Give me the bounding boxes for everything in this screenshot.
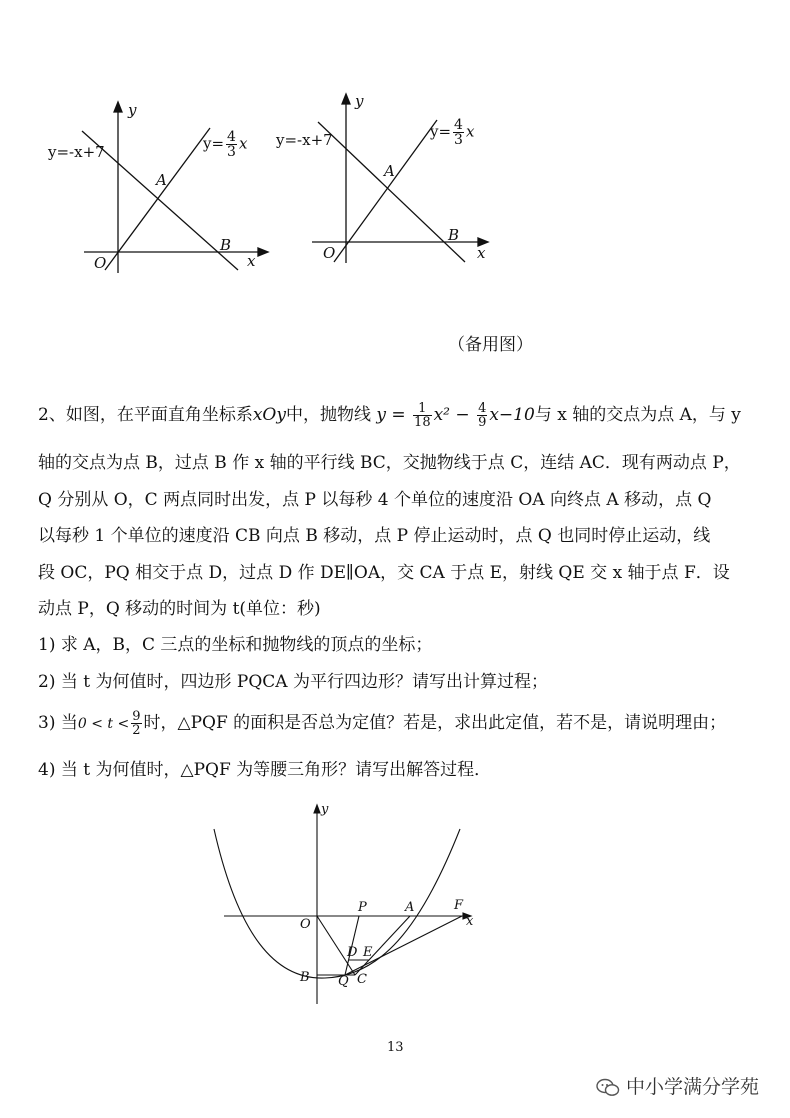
fig2-y-axis-label: y bbox=[355, 92, 364, 110]
fig1-point-b: B bbox=[220, 236, 232, 254]
equation-tail: x−10 bbox=[489, 405, 535, 425]
fig3-x-axis-label: x bbox=[466, 914, 474, 929]
question-2: 2) 当 t 为何值时，四边形 PQCA 为平行四边形？请写出计算过程； bbox=[38, 672, 548, 692]
fig2-x-axis-label: x bbox=[477, 244, 486, 262]
y-axis-arrow bbox=[314, 805, 320, 813]
wechat-icon bbox=[596, 1078, 620, 1098]
fig1-line2-prefix: y= bbox=[203, 134, 225, 153]
question-3-prefix: 3) 当 bbox=[38, 713, 78, 733]
problem-line-6: 动点 P，Q 移动的时间为 t(单位：秒) bbox=[38, 599, 321, 619]
problem-intro-b: xOy bbox=[252, 405, 286, 425]
line-y-four-thirds-x bbox=[105, 128, 210, 270]
equation-frac2-num: 4 bbox=[478, 401, 487, 416]
problem-intro-c: 中，抛物线 bbox=[285, 405, 371, 425]
y-axis-arrow bbox=[342, 94, 350, 104]
watermark bbox=[596, 1072, 759, 1099]
backup-figure-caption: （备用图） bbox=[448, 335, 533, 355]
equation-frac2-den: 9 bbox=[478, 415, 487, 430]
fig1-origin-label: O bbox=[94, 254, 107, 272]
watermark-text: 中小学满分学苑 bbox=[626, 1076, 760, 1098]
fig3-label-f: F bbox=[454, 898, 464, 913]
fig2-line2-num: 4 bbox=[454, 117, 463, 133]
fig1-point-a: A bbox=[156, 171, 167, 189]
fig3-label-b: B bbox=[300, 970, 310, 985]
fig2-line2-var: x bbox=[465, 122, 475, 141]
question-3-inequality: 0 < t < bbox=[77, 716, 130, 732]
fig3-label-a: A bbox=[405, 900, 415, 915]
fig1-line2-var: x bbox=[238, 134, 248, 153]
fig1-y-axis-label: y bbox=[128, 101, 137, 119]
fig3-y-axis-label: y bbox=[321, 802, 329, 817]
question-3-frac-den: 2 bbox=[132, 723, 141, 738]
equation-x2: x² − bbox=[433, 405, 470, 425]
equation-y: y bbox=[376, 405, 386, 425]
figure-left bbox=[82, 102, 268, 273]
fig1-line2-den: 3 bbox=[227, 144, 236, 160]
problem-intro-a: 2、如图，在平面直角坐标系 bbox=[38, 405, 253, 425]
problem-line-4: 以每秒 1 个单位的速度沿 CB 向点 B 移动，点 P 停止运动时，点 Q 也同时停止运动，线 bbox=[38, 526, 711, 546]
question-3 bbox=[38, 710, 758, 737]
problem-intro-d: 与 x 轴的交点为点 A，与 y bbox=[534, 405, 741, 425]
fig2-line1-label: y=-x+7 bbox=[276, 131, 333, 149]
question-3-suffix: 时，△PQF 的面积是否总为定值？若是，求出此定值，若不是，请说明理由； bbox=[143, 713, 727, 733]
fig2-point-b: B bbox=[448, 226, 460, 244]
equation-frac1-num: 1 bbox=[413, 402, 432, 416]
fig2-line2-label bbox=[430, 118, 474, 147]
fig1-line1-label: y=-x+7 bbox=[48, 143, 105, 161]
y-axis-arrow bbox=[114, 102, 122, 112]
problem-line-5: 段 OC，PQ 相交于点 D，过点 D 作 DE∥OA，交 CA 于点 E，射线 QE 交 x 轴于点 F．设 bbox=[38, 563, 730, 583]
problem-line-2: 轴的交点为点 B，过点 B 作 x 轴的平行线 BC，交抛物线于点 C，连结 AC．现有两动点 P， bbox=[38, 453, 741, 473]
fig2-point-a: A bbox=[384, 162, 395, 180]
question-4: 4) 当 t 为何值时，△PQF 为等腰三角形？请写出解答过程． bbox=[38, 760, 492, 780]
x-axis-arrow bbox=[258, 248, 268, 256]
fig1-line2-num: 4 bbox=[227, 129, 236, 145]
equation-frac1-den: 18 bbox=[414, 415, 431, 430]
page-number: 13 bbox=[387, 1040, 404, 1055]
fig3-label-q: Q bbox=[338, 974, 349, 989]
fig3-label-c: C bbox=[357, 972, 367, 987]
fig2-origin-label: O bbox=[323, 244, 336, 262]
question-1: 1) 求 A，B，C 三点的坐标和抛物线的顶点的坐标； bbox=[38, 635, 433, 655]
problem-line-1: 2、如图，在平面直角坐标系xOy中，抛物线 y = $\frac{1}{18}$ x² − $\frac{4}{9}$ x−10与 x 轴的交点为点 A，与 y bbox=[38, 401, 741, 430]
fig3-label-e: E bbox=[363, 945, 373, 960]
fig1-x-axis-label: x bbox=[247, 252, 256, 270]
fig2-line2-prefix: y= bbox=[430, 122, 452, 141]
problem-line-3: Q 分别从 O，C 两点同时出发，点 P 以每秒 4 个单位的速度沿 OA 向终点 A 移动，点 Q bbox=[38, 490, 712, 510]
parabola-curve bbox=[214, 829, 460, 978]
fig3-label-d: D bbox=[347, 945, 358, 960]
fig3-label-o: O bbox=[300, 917, 311, 932]
fig3-label-p: P bbox=[358, 900, 367, 915]
fig1-line2-label bbox=[203, 130, 247, 159]
question-3-frac-num: 9 bbox=[132, 709, 141, 724]
line-y-four-thirds-x bbox=[334, 120, 437, 262]
fig2-line2-den: 3 bbox=[454, 132, 463, 148]
